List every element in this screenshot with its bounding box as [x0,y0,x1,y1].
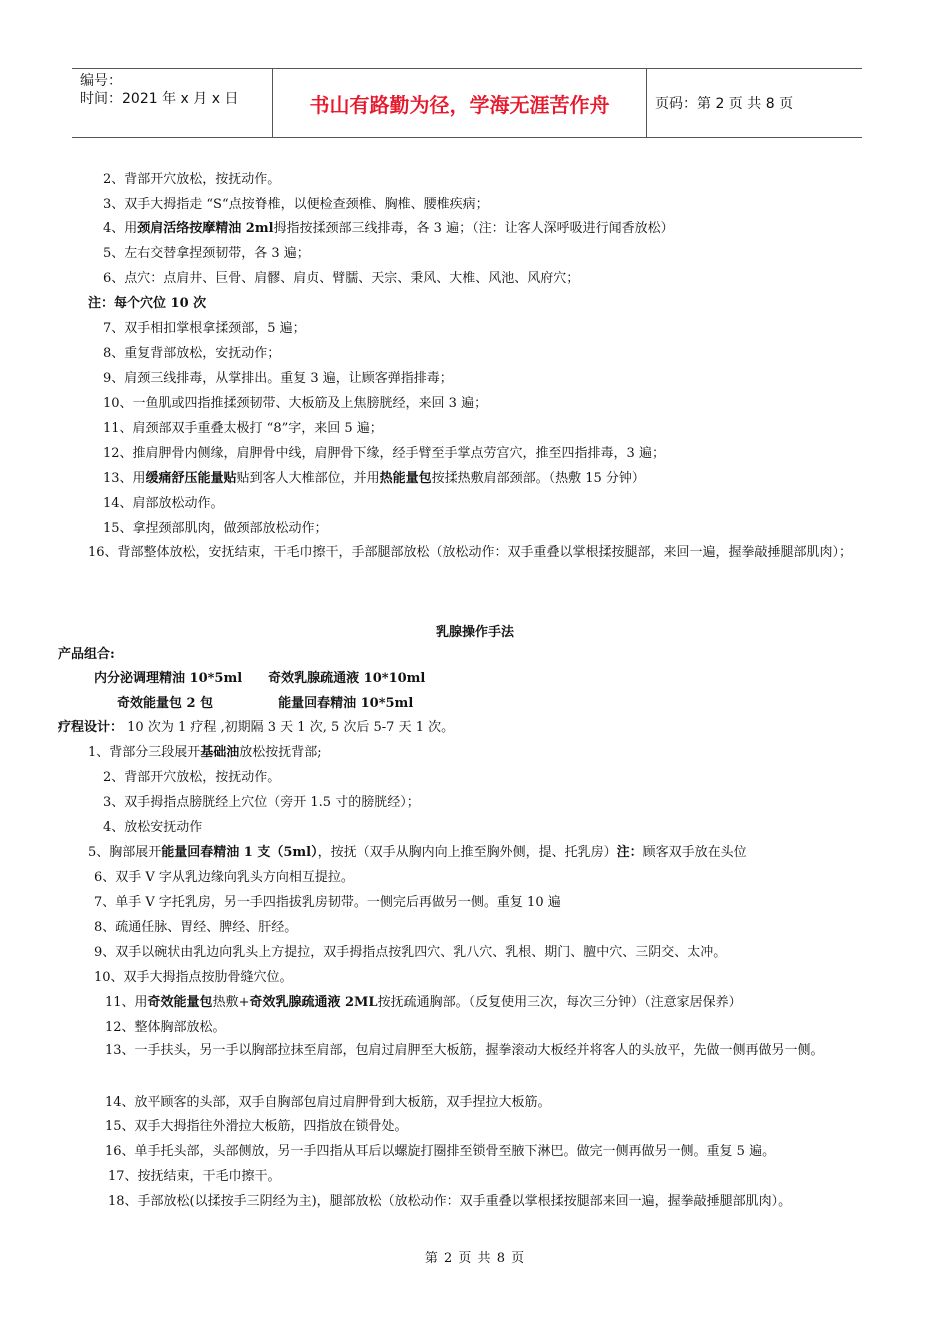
step-line: 7、双手相扣掌根拿揉颈部，5 遍； [103,321,306,336]
step-line: 16、单手托头部，头部侧放，另一手四指从耳后以螺旋打圈排至锁骨至腋下淋巴。做完一侧再做另一侧。重复 5 遍。 [105,1144,776,1159]
step-line: 10、双手大拇指点按肋骨缝穴位。 [94,970,293,985]
step-line: 13、一手扶头，另一手以胸部拉抹至肩部，包肩过肩胛至大板筋，握拳滚动大板经并将客人的头放平，先做一侧再做另一侧。 [105,1043,824,1058]
product-name: 能量回春精油 1 支（5ml） [161,845,318,860]
step-line: 7、单手 V 字托乳房，另一手四指拔乳房韧带。一侧完后再做另一侧。重复 10 遍 [94,895,561,910]
step-line: 17、按抚结束，干毛巾擦干。 [108,1169,281,1184]
step-line: 15、拿捏颈部肌肉，做颈部放松动作； [103,521,328,536]
header-meta [72,69,273,137]
step-line: 18、手部放松(以揉按手三阴经为主)，腿部放松（放松动作：双手重叠以掌根揉按腿部来回一遍，握拳敲捶腿部肌肉）。 [108,1194,792,1209]
step-line: 2、背部开穴放松，按抚动作。 [103,770,281,785]
step-line: 11、肩颈部双手重叠太极打 “8”字，来回 5 遍； [103,421,383,436]
page-header [72,68,862,138]
product-name: 缓痛舒压能量贴 [145,471,237,486]
header-motto: 书山有路勤为径，学海无涯苦作舟 [273,69,647,137]
step-line: 14、肩部放松动作。 [103,496,224,511]
step-line: 8、疏通任脉、胃经、脾经、肝经。 [94,920,298,935]
combo-line: 内分泌调理精油 10*5ml 奇效乳腺疏通液 10*10ml [94,671,426,686]
step-line: 6、双手 V 字从乳边缘向乳头方向相互提拉。 [94,870,354,885]
section-title: 乳腺操作手法 [435,625,514,640]
product-name: 热能量包 [379,471,432,486]
step-line: 3、双手拇指点膀胱经上穴位（旁开 1.5 寸的膀胱经）； [103,795,420,810]
step-line: 14、放平顾客的头部，双手自胸部包肩过肩胛骨到大板筋，双手捏拉大板筋。 [105,1095,551,1110]
step-line: 10、一鱼肌或四指推揉颈韧带、大板筋及上焦膀胱经，来回 3 遍； [103,396,488,411]
note-line: 注：每个穴位 10 次 [88,296,207,311]
step-line: 5、胸部展开能量回春精油 1 支（5ml），按抚（双手从胸内向上推至胸外侧，提、托乳房）注：顾客双手放在头位 [88,845,747,860]
step-line: 3、双手大拇指走 “S“点按脊椎，以便检查颈椎、胸椎、腰椎疾病； [103,197,489,212]
step-line: 12、整体胸部放松。 [105,1020,226,1035]
page-footer: 第 2 页 共 8 页 [424,1251,526,1266]
course-line: 疗程设计： 10 次为 1 疗程 ,初期隔 3 天 1 次, 5 次后 5-7 天 1 次。 [58,720,455,735]
step-line: 1、背部分三段展开基础油放松按抚背部; [88,745,322,760]
combo-label: 产品组合: [58,647,115,662]
combo-line: 奇效能量包 2 包 能量回春精油 10*5ml [117,696,414,711]
product-name: 颈肩活络按摩精油 2ml [137,221,274,236]
product-name: 基础油 [200,745,240,760]
product-name: 奇效乳腺疏通液 2ML [249,995,378,1010]
step-line: 11、用奇效能量包热敷+奇效乳腺疏通液 2ML按抚疏通胸部。（反复使用三次，每次三分钟）（注意家居保养） [105,995,742,1010]
step-line: 9、双手以碗状由乳边向乳头上方提拉，双手拇指点按乳四穴、乳八穴、乳根、期门、膻中穴、三阴交、太冲。 [94,945,727,960]
step-line: 4、放松安抚动作 [103,820,203,835]
step-line: 16、背部整体放松，安抚结束，干毛巾擦干，手部腿部放松（放松动作：双手重叠以掌根揉按腿部，来回一遍，握拳敲捶腿部肌肉）； [88,545,853,560]
step-line: 6、点穴：点肩井、巨骨、肩髎、肩贞、臂臑、天宗、秉风、大椎、风池、风府穴； [103,271,580,286]
step-line: 9、肩颈三线排毒，从掌排出。重复 3 遍，让顾客弹指排毒； [103,371,453,386]
step-line: 2、背部开穴放松，按抚动作。 [103,172,281,187]
product-name: 奇效能量包 [147,995,213,1010]
document-time-label: 时间：2021 年 x 月 x 日 [80,91,239,107]
step-line: 8、重复背部放松，安抚动作； [103,346,281,361]
step-line: 5、左右交替拿捏颈韧带，各 3 遍； [103,246,310,261]
step-line: 4、用颈肩活络按摩精油 2ml拇指按揉颈部三线排毒，各 3 遍；（注：让客人深呼吸进行闻香放松） [103,221,674,236]
step-line: 12、推肩胛骨内侧缘，肩胛骨中线，肩胛骨下缘，经手臂至手掌点劳宫穴，推至四指排毒，3 遍； [103,446,665,461]
step-line: 15、双手大拇指往外滑拉大板筋，四指放在锁骨处。 [105,1119,408,1134]
step-line: 13、用缓痛舒压能量贴贴到客人大椎部位，并用热能量包按揉热敷肩部颈部。（热敷 15 分钟） [103,471,645,486]
header-page-label: 页码：第 2 页 共 8 页 [655,96,794,112]
document-number-label: 编号： [80,73,122,89]
